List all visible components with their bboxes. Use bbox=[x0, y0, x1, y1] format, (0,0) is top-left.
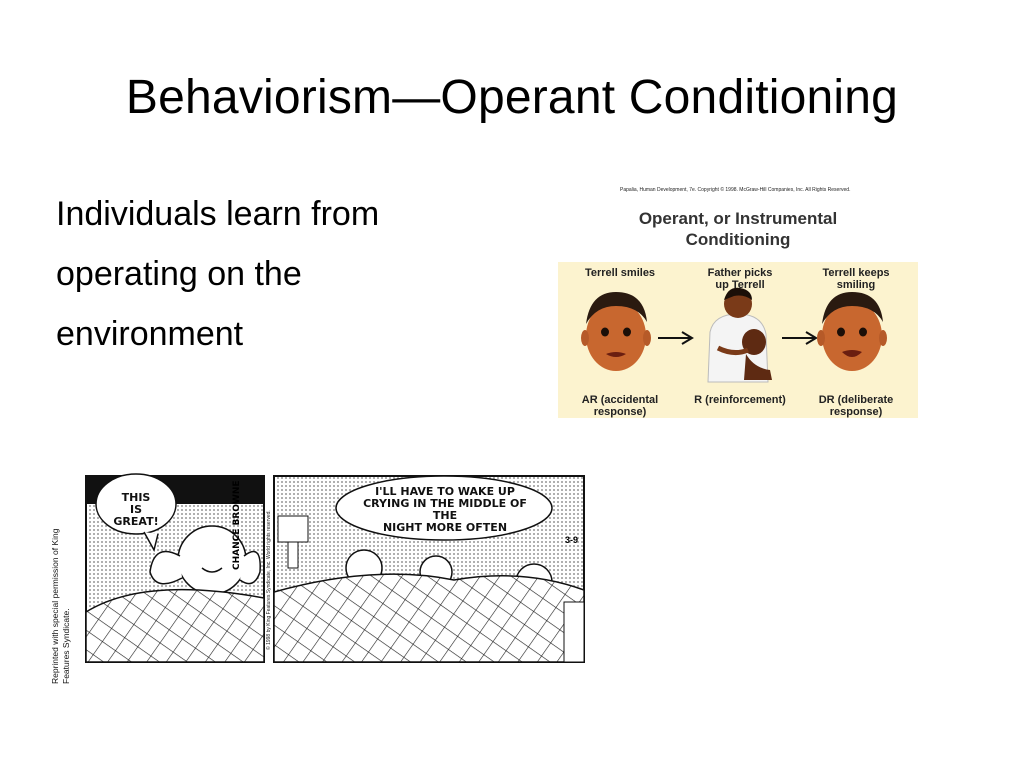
speech-bubble-1 bbox=[106, 492, 166, 528]
artist-signature: CHANCE BROWNE bbox=[232, 480, 242, 570]
speech-bubble-2 bbox=[350, 486, 540, 534]
permission-line: Features Syndicate. bbox=[61, 608, 71, 684]
baby-face-smiling bbox=[817, 292, 887, 371]
caption-line: AR (accidental bbox=[581, 394, 659, 406]
caption-deliberate-response bbox=[801, 394, 911, 418]
arrow-right-icon bbox=[782, 332, 816, 344]
figure-title bbox=[558, 208, 918, 250]
caption-line: Father picks bbox=[707, 267, 773, 279]
caption-reinforcement bbox=[685, 394, 795, 406]
figure-credit: Papalia, Human Development, 7e. Copyright © 1998. McGraw-Hill Companies, Inc. All Rights Reserved. bbox=[620, 187, 851, 193]
caption-line: DR (deliberate bbox=[818, 394, 894, 406]
bubble-line: THIS bbox=[121, 491, 151, 504]
slide-title: Behaviorism—Operant Conditioning bbox=[125, 71, 899, 124]
caption-father-picks-up bbox=[685, 267, 795, 291]
caption-line: Terrell smiles bbox=[584, 267, 656, 279]
comic-strip bbox=[84, 472, 586, 666]
arrow-right-icon bbox=[658, 332, 692, 344]
caption-line: Terrell keeps bbox=[822, 267, 890, 279]
caption-line: response) bbox=[593, 406, 647, 418]
figure-title-line: Conditioning bbox=[685, 230, 791, 249]
body-text bbox=[56, 184, 476, 364]
bubble-line: I'LL HAVE TO WAKE UP bbox=[375, 485, 515, 498]
bubble-line: CRYING IN THE MIDDLE OF THE bbox=[363, 497, 527, 522]
bubble-line: NIGHT MORE OFTEN bbox=[382, 521, 508, 534]
caption-line: response) bbox=[829, 406, 883, 418]
strip-date: 3-9 bbox=[565, 535, 579, 545]
caption-line: up Terrell bbox=[715, 279, 765, 291]
caption-accidental-response bbox=[565, 394, 675, 418]
caption-terrell-keeps-smiling bbox=[801, 267, 911, 291]
body-line: operating on the bbox=[56, 255, 302, 293]
caption-line: smiling bbox=[836, 279, 876, 291]
caption-line: R (reinforcement) bbox=[694, 394, 786, 406]
permission-note bbox=[50, 529, 72, 684]
strip-copyright: © 1998 by King Features Syndicate, Inc. World rights reserved. bbox=[266, 510, 272, 650]
body-line: environment bbox=[56, 315, 244, 353]
operant-conditioning-figure bbox=[558, 184, 918, 418]
permission-line: Reprinted with special permission of King bbox=[50, 528, 60, 684]
baby-face-smiling bbox=[581, 292, 651, 371]
bubble-line: IS bbox=[129, 503, 142, 516]
father-holding-baby bbox=[708, 288, 772, 382]
bubble-line: GREAT! bbox=[113, 515, 159, 528]
figure-title-line: Operant, or Instrumental bbox=[638, 209, 838, 228]
caption-terrell-smiles bbox=[565, 267, 675, 279]
body-line: Individuals learn from bbox=[56, 195, 380, 233]
